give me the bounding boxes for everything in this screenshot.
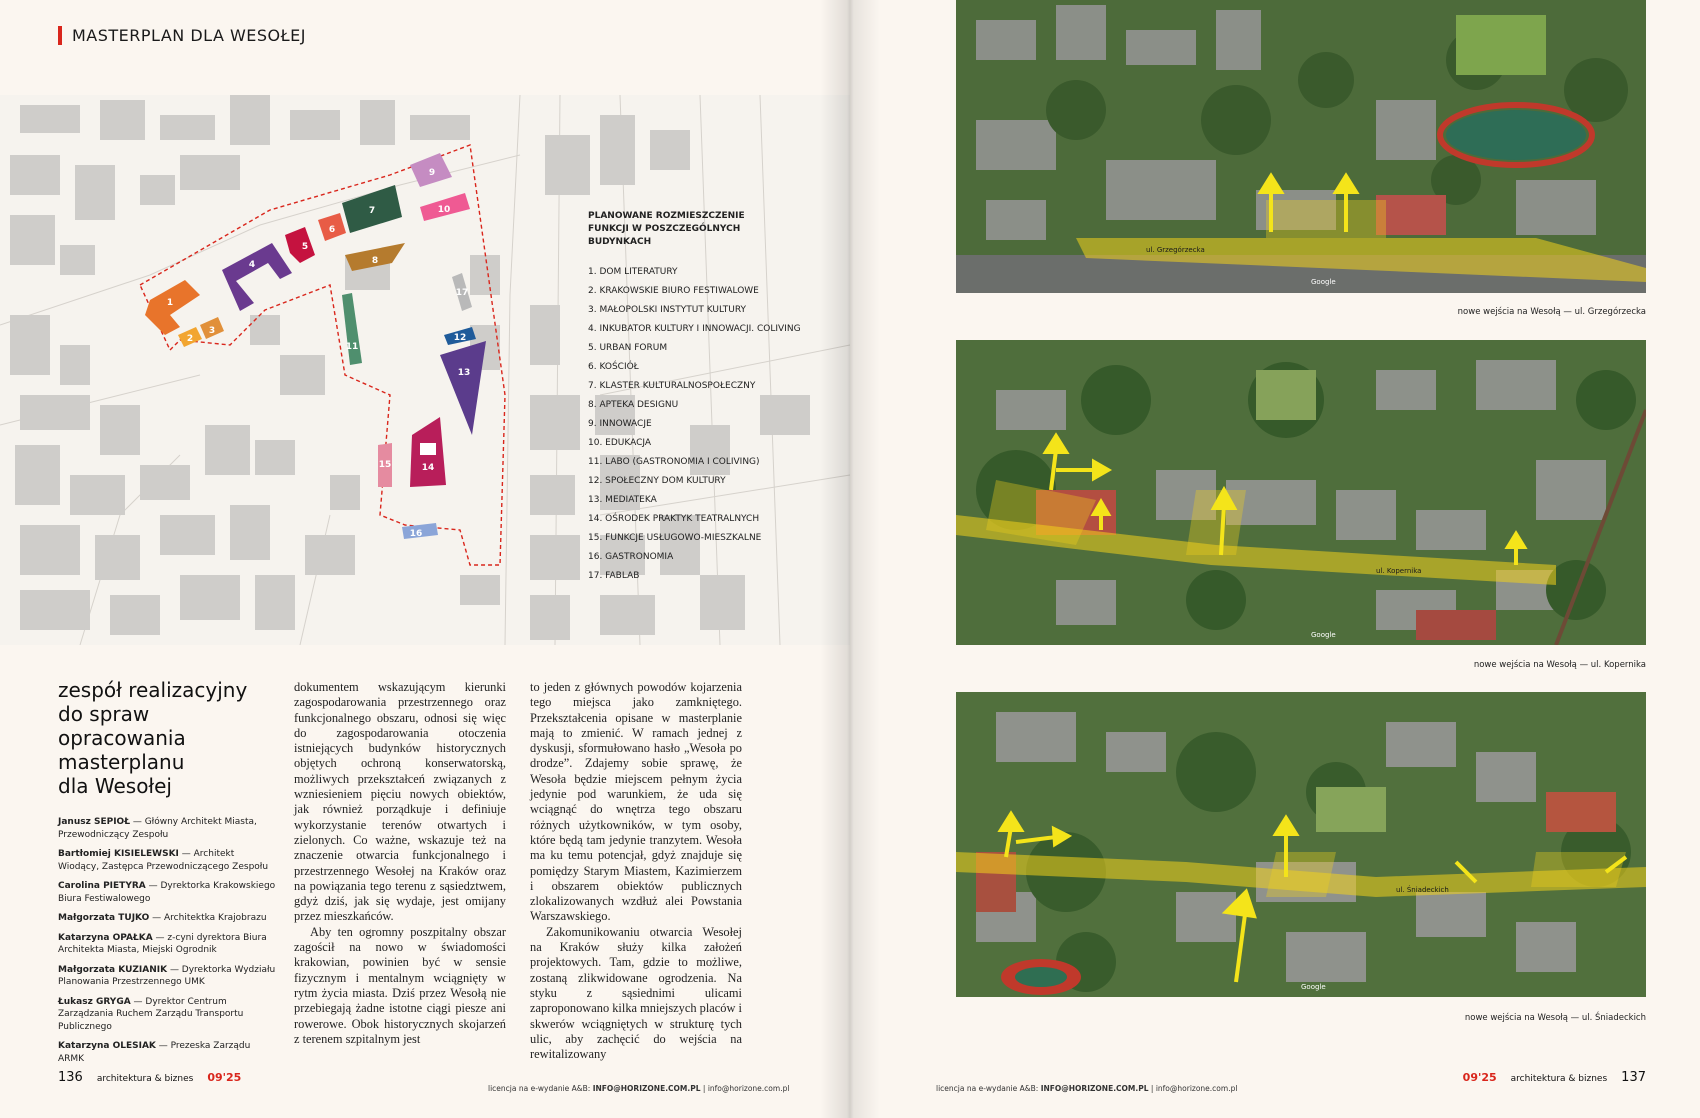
- legend-item: 14. OŚRODEK PRAKTYK TEATRALNYCH: [588, 514, 760, 524]
- member-role: — Dyrektor Centrum Zarządzania Ruchem Zarządu Transportu Publicznego: [58, 996, 244, 1032]
- legend-item: 10. EDUKACJA: [588, 438, 652, 448]
- member-role: — Architektka Krajobrazu: [149, 913, 267, 923]
- street-label: ul. Grzegórzecka: [1146, 246, 1205, 254]
- legend-item: 8. APTEKA DESIGNU: [588, 400, 679, 410]
- legend-item: 17. FABLAB: [588, 571, 640, 581]
- aerial-photo-grzegorzecka: [956, 0, 1646, 293]
- map-number-12: 12: [453, 333, 467, 343]
- map-number-5: 5: [301, 242, 309, 252]
- caption-kopernika: nowe wejścia na Wesołą — ul. Kopernika: [1473, 660, 1646, 670]
- map-number-13: 13: [457, 368, 471, 378]
- magazine-name: architektura & biznes: [96, 1074, 194, 1084]
- map-number-8: 8: [371, 256, 379, 266]
- legend-item: 7. KLASTER KULTURALNOSPOŁECZNY: [588, 381, 756, 391]
- folio-left: [58, 1070, 241, 1085]
- member-role: — Architekt Wiodący, Zastępca Przewodniczącego Zespołu: [58, 849, 269, 872]
- team-member: [58, 996, 278, 1034]
- team-member: [58, 912, 278, 925]
- paragraph: Aby ten ogromny poszpitalny obszar zagościł na nowo w świadomości krakowian, powinien być w sensie fizycznym i mentalnym wciągnięty w rytm życia miasta. Dziś przez Wesołą nie przebiegają żadne istotne ciągi piesze ani rowerowe. Obok historycznych skojarzeń z terenem szpitalnym jest: [294, 924, 506, 1046]
- member-name: Katarzyna OPAŁKA: [58, 932, 153, 943]
- map-number-9: 9: [428, 168, 436, 178]
- google-watermark: Google: [1311, 278, 1336, 286]
- team-box: [58, 678, 278, 1072]
- member-name: Carolina PIETYRA: [58, 881, 146, 891]
- issue-date: 09'25: [1462, 1071, 1497, 1084]
- legend-item: 12. SPOŁECZNY DOM KULTURY: [588, 476, 726, 486]
- paragraph: dokumentem wskazującym kierunki zagospodarowania przestrzennego oraz funkcjonalnego obszaru, odnosi się więc do zagospodarowania otoczenia istniejących budynków historycznych objętych ochroną konserwatorską, możliwych przekształceń związanych z wzniesieniem pięciu nowych obiektów, jak również porządkuje i definiuje wykorzystanie terenów otwartych i zielonych. Co ważne, wskazuje też na znaczenie otwarcia funkcjonalnego i przestrzennego Wesołej na Kraków oraz na powiązania tego terenu z sąsiedztwem, gdyż dziś, jak się wydaje, jest omijany przez mieszkańców.: [294, 680, 506, 924]
- member-name: Łukasz GRYGA: [58, 996, 131, 1007]
- magazine-name: architektura & biznes: [1510, 1074, 1608, 1084]
- member-name: Janusz SEPIOŁ: [58, 817, 130, 827]
- legend-item: 15. FUNKCJE USŁUGOWO-MIESZKALNE: [588, 533, 762, 543]
- text-column-2: [530, 680, 742, 1062]
- legend-item: 5. URBAN FORUM: [588, 343, 668, 353]
- map-number-15: 15: [378, 460, 392, 470]
- street-label: ul. Kopernika: [1376, 567, 1422, 575]
- legend-item: 6. KOŚCIÓŁ: [588, 362, 639, 372]
- legend-item: 13. MEDIATEKA: [588, 495, 657, 505]
- team-member: [58, 932, 278, 957]
- header-red-bar: [58, 26, 62, 45]
- member-role: — Główny Architekt Miasta, Przewodniczący Zespołu: [58, 817, 257, 840]
- caption-sniadeckich: nowe wejścia na Wesołą — ul. Śniadeckich: [1464, 1013, 1646, 1023]
- team-member: [58, 1040, 278, 1065]
- member-name: Małgorzata KUZIANIK: [58, 964, 168, 975]
- caption-grzegorzecka: nowe wejścia na Wesołą — ul. Grzegórzecka: [1457, 307, 1646, 317]
- page-number: 136: [58, 1070, 83, 1085]
- google-watermark: Google: [1311, 631, 1336, 639]
- team-member: [58, 816, 278, 841]
- map-number-16: 16: [409, 529, 423, 539]
- text-column-1: [294, 680, 506, 1047]
- legend-item: 16. GASTRONOMIA: [588, 552, 674, 562]
- legend-item: 11. LABO (GASTRONOMIA I COLIVING): [588, 457, 760, 467]
- legend-item: 4. INKUBATOR KULTURY I INNOWACJI. COLIVING: [588, 324, 801, 334]
- section-header: [58, 26, 306, 45]
- map-number-10: 10: [437, 205, 451, 215]
- map-number-6: 6: [328, 225, 336, 235]
- map-number-3: 3: [208, 326, 216, 336]
- legend-item: 1. DOM LITERATURY: [588, 267, 678, 277]
- right-page: [850, 0, 1700, 1118]
- issue-date: 09'25: [207, 1071, 242, 1084]
- legend-list: [588, 263, 838, 586]
- member-name: Katarzyna OLESIAK: [58, 1041, 156, 1051]
- member-role: — Dyrektorka Krakowskiego Biura Festiwalowego: [58, 881, 276, 904]
- legend-item: 3. MAŁOPOLSKI INSTYTUT KULTURY: [588, 305, 746, 315]
- member-role: — Dyrektorka Wydziału Planowania Przestrzennego UMK: [58, 964, 276, 987]
- map-number-2: 2: [186, 334, 194, 344]
- section-title: MASTERPLAN DLA WESOŁEJ: [72, 26, 306, 45]
- map-number-7: 7: [368, 206, 376, 216]
- aerial-photo-sniadeckich: [956, 692, 1646, 997]
- folio-right: [1463, 1070, 1646, 1085]
- map-number-11: 11: [345, 342, 359, 352]
- google-watermark: Google: [1301, 983, 1326, 991]
- team-member: [58, 964, 278, 989]
- map-number-1: 1: [166, 298, 174, 308]
- team-member: [58, 880, 278, 905]
- legend-title: PLANOWANE ROZMIESZCZENIE FUNKCJI W POSZCZEGÓLNYCH BUDYNKACH: [588, 211, 745, 247]
- paragraph: to jeden z głównych powodów kojarzenia tego miejsca jako zamkniętego. Przekształcenia opisane w masterplanie mają to zmienić. W ramach jednej z dyskusji, sformułowano hasło „Wesoła po drodze”. Zdajemy sobie sprawę, że Wesoła będzie miejscem pełnym życia jedynie pod warunkiem, że uda się wciągnąć do wnętrza tego obszaru różnych użytkowników, w tym osoby, które będą tam jedynie tranzytem. Wesoła ma ku temu potencjał, gdyż znajduje się pomiędzy Starym Miastem, Kazimierzem i obszarem obiektów publicznych zlokalizowanych wzdłuż alei Powstania Warszawskiego.: [530, 680, 742, 924]
- page-number: 137: [1621, 1070, 1646, 1085]
- legend-item: 9. INNOWACJE: [588, 419, 652, 429]
- legend-item: 2. KRAKOWSKIE BIURO FESTIWALOWE: [588, 286, 759, 296]
- map-number-17: 17: [455, 288, 469, 298]
- map-number-14: 14: [421, 463, 435, 473]
- license-line-right: licencja na e-wydanie A&B: INFO@HORIZONE.COM.PL | info@horizone.com.pl: [936, 1084, 1238, 1093]
- aerial-photo-kopernika: [956, 340, 1646, 645]
- street-label: ul. Śniadeckich: [1396, 886, 1449, 894]
- member-role: — Prezeska Zarządu ARMK: [58, 1041, 251, 1064]
- map-legend: [588, 210, 838, 586]
- paragraph: Zakomunikowaniu otwarcia Wesołej na Kraków służy kilka założeń projektowych. Tam, gdzie to możliwe, zostaną zlikwidowane ogrodzenia. Na styku z sąsiednimi ulicami zaproponowano kilka mniejszych placów i skwerów wciągniętych w strukturę tych ulic, aby zachęcić do wejścia na rewitalizowany: [530, 924, 742, 1062]
- member-name: Bartłomiej KISIELEWSKI: [58, 849, 179, 859]
- team-list: [58, 816, 278, 1065]
- member-role: — z-cyni dyrektora Biura Architekta Miasta, Miejski Ogrodnik: [58, 932, 267, 955]
- license-line-left: licencja na e-wydanie A&B: INFO@HORIZONE.COM.PL | info@horizone.com.pl: [488, 1084, 790, 1093]
- map-number-4: 4: [248, 260, 256, 270]
- team-heading: zespół realizacyjny do spraw opracowania masterplanu dla Wesołej: [58, 678, 248, 798]
- team-member: [58, 848, 278, 873]
- member-name: Małgorzata TUJKO: [58, 913, 150, 923]
